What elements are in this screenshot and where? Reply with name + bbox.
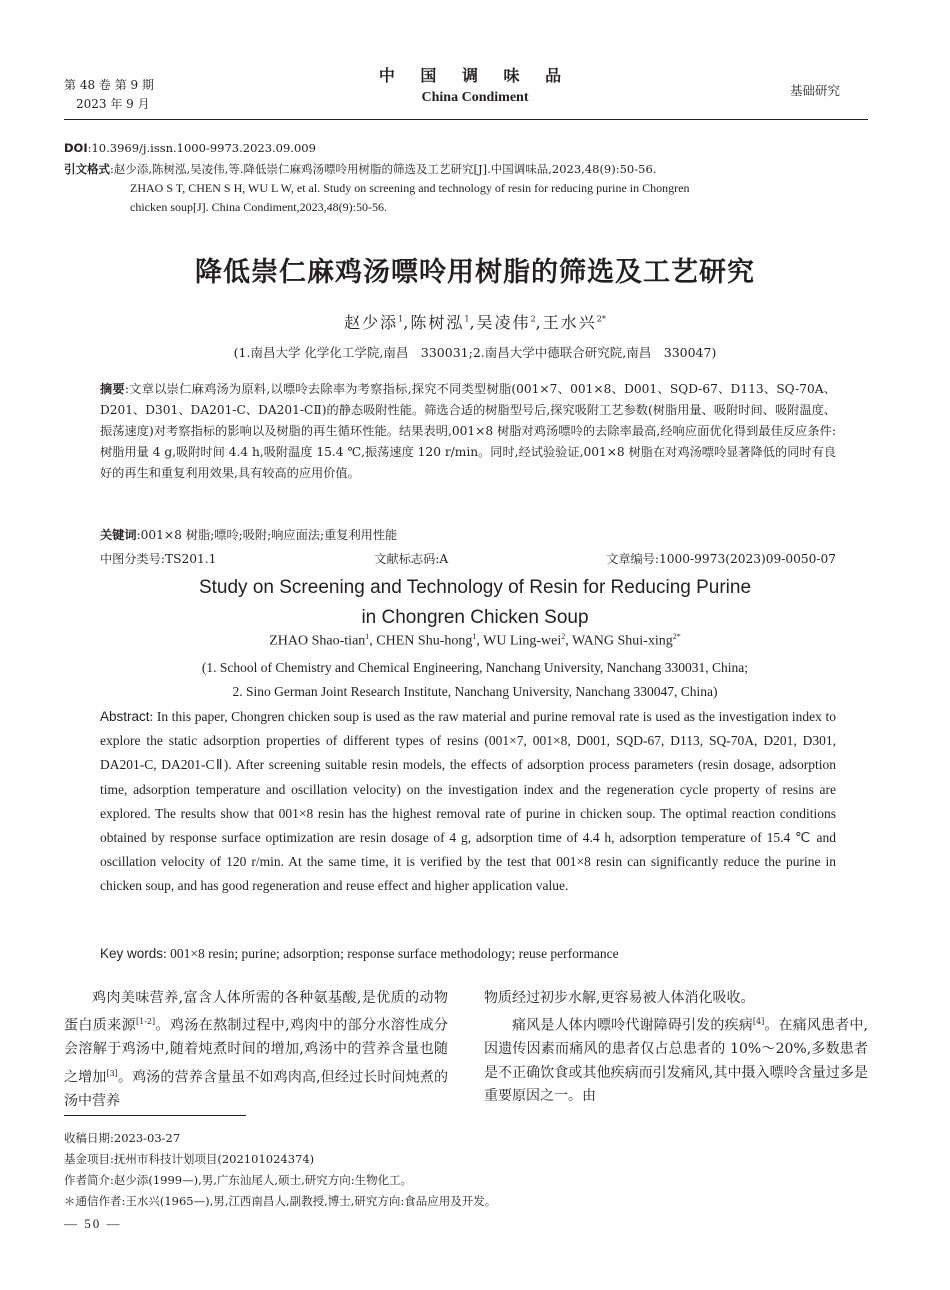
cite-cn: :赵少添,陈树泓,吴凌伟,等.降低崇仁麻鸡汤嘌呤用树脂的筛选及工艺研究[J].中国调味品,2023,48(9):50-56. <box>110 162 657 176</box>
author-aff: 2 <box>561 632 566 641</box>
author-aff: 1 <box>365 632 370 641</box>
body-paragraph: 物质经过初步水解,更容易被人体消化吸收。 <box>484 990 755 1006</box>
reference-mark[interactable]: [4] <box>752 1017 765 1027</box>
fund-info: 基金项目:抚州市科技计划项目(202101024374) <box>64 1152 315 1166</box>
keywords-en-text: : 001×8 resin; purine; adsorption; response surface methodology; reuse performance <box>163 946 619 961</box>
authors-cn: 赵少添$^1$,陈树泓$^1$,吴凌伟$^2$,王水兴$^{2*}$ <box>344 313 606 332</box>
cite-label: 引文格式 <box>64 162 110 176</box>
cite-en-2: chicken soup[J]. China Condiment,2023,48(9):50-56. <box>130 200 387 214</box>
author-bio: 作者简介:赵少添(1999—),男,广东汕尾人,硕士,研究方向:生物化工。 <box>64 1173 413 1187</box>
affiliation-en <box>64 656 886 704</box>
cite-en-1: ZHAO S T, CHEN S H, WU L W, et al. Study on screening and technology of resin for reducing purine in Chongren <box>130 181 690 195</box>
volume-issue: 第 48 卷 第 9 期 <box>64 78 154 92</box>
body-paragraph: 鸡肉美味营养,富含人体所需的各种氨基酸,是优质的动物蛋白质来源[1-2]。鸡汤在熬制过程中,鸡肉中的部分水溶性成分会溶解于鸡汤中,随着炖煮时间的增加,鸡汤中的营养含量也随之增加[3]。鸡汤的营养含量虽不如鸡肉高,但经过长时间炖煮的汤中营养 <box>64 990 449 1109</box>
author-name: 王水兴 <box>542 313 597 332</box>
doi-line <box>64 139 874 158</box>
authors-en: ZHAO Shao-tian$^1$, CHEN Shu-hong$^1$, WU Ling-wei$^2$, WANG Shui-xing$^{2*}$ <box>269 632 681 649</box>
abstract-cn-text: :文章以崇仁麻鸡汤为原料,以嘌呤去除率为考察指标,探究不同类型树脂(001×7、001×8、D001、SQD-67、D113、SQ-70A、D201、D301、DA201-C、DA201-CⅡ)的静态吸附性能。筛选合适的树脂型号后,探究吸附工艺参数(树脂用量、吸附时间、吸附温度、振荡速度)对考察指标的影响以及树脂的再生循环性能。结果表明,001×8 树脂对鸡汤嘌呤的去除率最高,经响应面优化得到最佳反应条件:树脂用量 4 g,吸附时间 4.4 h,吸附温度 15.4 ℃,振荡速度 120 r/min。同时,经试验验证,001×8 树脂在对鸡汤嘌呤显著降低的同时有良好的再生和重复利用效果,具有较高的应用价值。 <box>100 382 836 480</box>
paper-title-en <box>64 573 886 633</box>
author-aff: 1 <box>398 314 404 324</box>
footnotes <box>64 1128 864 1212</box>
reference-mark[interactable]: [3] <box>106 1068 118 1078</box>
author-name: ZHAO Shao-tian <box>269 633 366 649</box>
keywords-cn-label: 关键词 <box>100 528 137 542</box>
journal-masthead <box>300 63 650 106</box>
abstract-cn <box>100 379 836 484</box>
affiliation-en-2: 2. Sino German Joint Research Institute, Nanchang University, Nanchang 330047, China) <box>232 684 718 699</box>
abstract-en-text: : In this paper, Chongren chicken soup is used as the raw material and purine removal rate is used as the investigation index to explore the static adsorption properties of different types of resins (001×7, 001×8, D001, SQD-67, D113, SQ-70A, D201, D301, DA201-C, DA201-CⅡ). After screening suitable resin models, the effects of adsorption process parameters (resin dosage, adsorption time, adsorption temperature and oscillation velocity) on the investigation index and the regeneration cycle property of resins are explored. The results show that 001×8 resin has the highest removal rate of purine in chicken soup. The optimal reaction conditions obtained by response surface optimization are resin dosage of 4 g, adsorption time of 4.4 h, adsorption temperature of 15.4 ℃ and oscillation velocity of 120 r/min. At the same time, it is verified by the test that 001×8 resin can significantly reduce the purine in chicken soup, and has good regeneration and reuse effect and higher application value. <box>100 709 836 894</box>
author-name: WU Ling-wei <box>483 633 562 649</box>
paper-title-cn: 降低崇仁麻鸡汤嘌呤用树脂的筛选及工艺研究 <box>195 257 755 288</box>
issue-date: 2023 年 9 月 <box>76 97 150 111</box>
author-name: 陈树泓 <box>410 313 465 332</box>
page-number: — 50 — <box>64 1216 122 1231</box>
author-aff: 1 <box>472 632 477 641</box>
author-name: WANG Shui-xing <box>572 633 673 649</box>
author-name: 赵少添 <box>344 313 399 332</box>
doi-label: DOI <box>64 141 88 155</box>
doc-code: 文献标志码:A <box>374 552 449 566</box>
keywords-en <box>100 946 836 962</box>
header-rule <box>64 119 868 120</box>
received-date: 收稿日期:2023-03-27 <box>64 1131 181 1145</box>
body-column-left <box>64 987 448 1113</box>
doi-value[interactable]: :10.3969/j.issn.1000-9973.2023.09.009 <box>87 141 316 155</box>
keywords-en-label: Key words <box>100 946 164 961</box>
issue-info <box>64 76 154 114</box>
affiliation-cn: (1.南昌大学 化学化工学院,南昌 330031;2.南昌大学中德联合研究院,南昌 330047) <box>233 345 717 360</box>
section-label: 基础研究 <box>789 83 840 98</box>
author-name: 吴凌伟 <box>476 313 531 332</box>
citation-block <box>64 160 874 217</box>
footnote-rule <box>64 1115 246 1116</box>
reference-mark[interactable]: [1-2] <box>136 1017 156 1027</box>
keywords-cn-text: :001×8 树脂;嘌呤;吸附;响应面法;重复利用性能 <box>136 528 398 542</box>
author-aff: 1 <box>464 314 470 324</box>
affiliation-en-1: (1. School of Chemistry and Chemical Engineering, Nanchang University, Nanchang 330031, China; <box>201 660 749 675</box>
keywords-cn <box>100 526 836 543</box>
journal-name-cn: 中 国 调 味 品 <box>378 66 572 85</box>
author-aff: 2* <box>672 632 681 641</box>
body-paragraph: 痛风是人体内嘌呤代谢障碍引发的疾病[4]。在痛风患者中,因遗传因素而痛风的患者仅占总患者的 10%～20%,多数患者是不正确饮食或其他疾病而引发痛风,其中摄入嘌呤含量过多是重要原因之一。由 <box>484 1017 868 1105</box>
author-name: CHEN Shu-hong <box>376 633 473 649</box>
author-aff: 2* <box>596 314 606 324</box>
abstract-en <box>100 705 836 899</box>
abstract-cn-label: 摘要 <box>100 382 125 396</box>
body-column-right <box>484 987 868 1109</box>
author-aff: 2 <box>530 314 536 324</box>
abstract-en-label: Abstract <box>100 709 150 724</box>
title-en-line-2: in Chongren Chicken Soup <box>361 607 589 628</box>
title-en-line-1: Study on Screening and Technology of Resin for Reducing Purine <box>198 577 752 598</box>
clc-code: 中图分类号:TS201.1 <box>100 552 217 566</box>
article-number: 文章编号:1000-9973(2023)09-0050-07 <box>606 552 836 566</box>
classification-line <box>100 550 836 567</box>
journal-name-en: China Condiment <box>421 90 529 105</box>
corresponding-author: ＊通信作者:王水兴(1965—),男,江西南昌人,副教授,博士,研究方向:食品应用及开发。 <box>64 1194 497 1208</box>
